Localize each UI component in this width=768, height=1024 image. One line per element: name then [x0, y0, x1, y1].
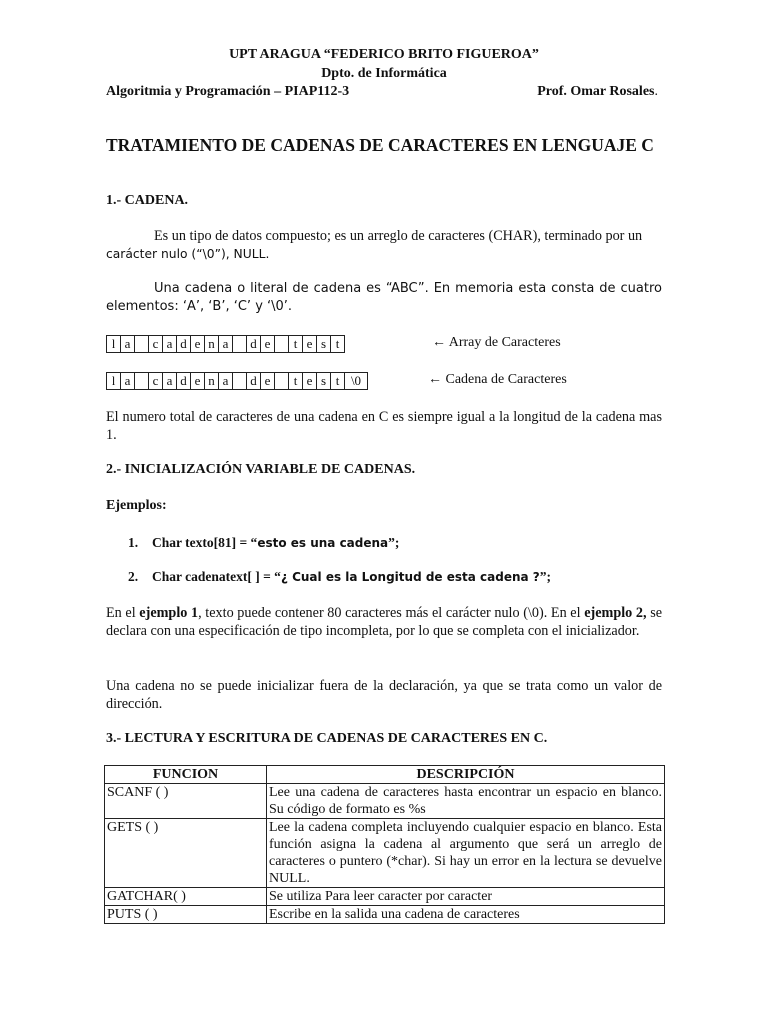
array-cell [275, 336, 289, 353]
function-name: PUTS ( ) [105, 906, 267, 924]
table-row [105, 784, 665, 819]
array-cell [233, 373, 247, 390]
institution-name: UPT ARAGUA “FEDERICO BRITO FIGUEROA” [229, 47, 539, 62]
array-cell: a [219, 336, 233, 353]
course-name: Algoritmia y Programación – PIAP112-3 [106, 84, 350, 99]
array-cell [233, 336, 247, 353]
function-name: SCANF ( ) [105, 784, 267, 819]
array-cell: l [107, 373, 121, 390]
function-description: Lee la cadena completa incluyendo cualquier espacio en blanco. Esta función asigna la cadena al argumento que será un arreglo de caracteres o puntero (*char). Si hay un error en la lectura se devuelve NULL. [267, 819, 665, 888]
section-1-paragraph-2: Una cadena o literal de cadena es “ABC”. En memoria esta consta de cuatro elementos: ‘A’, ‘B’, ‘C’ y ‘\0’. [106, 281, 662, 314]
array-cell: a [163, 336, 177, 353]
array-cell: e [261, 373, 275, 390]
array-cell: s [317, 336, 331, 353]
example-1: 1. Char texto[81] = “esto es una cadena”; [128, 535, 400, 550]
array-cell: d [247, 336, 261, 353]
array-cell: a [219, 373, 233, 390]
example-2: 2. Char cadenatext[ ] = “¿ Cual es la Longitud de esta cadena ?”; [128, 569, 552, 584]
examples-label: Ejemplos: [106, 498, 167, 513]
array-label: ← Array de Caracteres [432, 335, 561, 350]
section-3-heading: 3.- LECTURA Y ESCRITURA DE CADENAS DE CARACTERES EN C. [106, 731, 548, 746]
string-label: ← Cadena de Caracteres [428, 372, 567, 387]
department-name: Dpto. de Informática [321, 66, 447, 81]
section-2-paragraph-2: Una cadena no se puede inicializar fuera de la declaración, ya que se trata como un valor de dirección. [106, 678, 662, 712]
array-cell [135, 336, 149, 353]
array-cell: c [149, 373, 163, 390]
column-header-function: FUNCION [105, 766, 267, 784]
column-header-description: DESCRIPCIÓN [267, 766, 665, 784]
function-name: GETS ( ) [105, 819, 267, 888]
table-row [105, 888, 665, 906]
array-cell: \0 [345, 373, 368, 390]
section-1-paragraph-3: El numero total de caracteres de una cadena en C es siempre igual a la longitud de la cadena mas 1. [106, 409, 662, 443]
array-cell: l [107, 336, 121, 353]
character-array-table [106, 335, 345, 353]
array-cell: c [149, 336, 163, 353]
array-cell: d [177, 373, 191, 390]
course-line: Algoritmia y Programación – PIAP112-3 Prof. Omar Rosales. [106, 84, 658, 99]
array-cell: d [177, 336, 191, 353]
function-name: GATCHAR( ) [105, 888, 267, 906]
left-arrow-icon: ← [432, 335, 446, 350]
character-string-table [106, 372, 368, 390]
array-cell: a [163, 373, 177, 390]
functions-table [104, 765, 665, 924]
array-cell: t [289, 373, 303, 390]
array-cell: a [121, 373, 135, 390]
array-cell: n [205, 373, 219, 390]
table-row [105, 906, 665, 924]
array-cell: e [303, 336, 317, 353]
section-2-paragraph-1: En el ejemplo 1, texto puede contener 80 caracteres más el carácter nulo (\0). En el ejemplo 2, se declara con una especificación de tipo incompleta, por lo que se completa con el inicializador. [106, 605, 663, 639]
section-1-heading: 1.- CADENA. [106, 193, 189, 208]
professor-name: Prof. Omar Rosales [537, 84, 655, 99]
section-1-paragraph-1: Es un tipo de datos compuesto; es un arreglo de caracteres (CHAR), terminado por un carácter nulo (“\0”), NULL. [106, 228, 643, 261]
document-title: TRATAMIENTO DE CADENAS DE CARACTERES EN LENGUAJE C [106, 135, 654, 155]
array-cell: e [261, 336, 275, 353]
array-cell: n [205, 336, 219, 353]
left-arrow-icon: ← [428, 372, 442, 387]
array-cell: e [191, 336, 205, 353]
array-cell: e [303, 373, 317, 390]
array-cell: s [317, 373, 331, 390]
table-row [105, 819, 665, 888]
array-cell: t [289, 336, 303, 353]
array-cell [135, 373, 149, 390]
function-description: Lee una cadena de caracteres hasta encontrar un espacio en blanco. Su código de formato es %s [267, 784, 665, 819]
array-cell: d [247, 373, 261, 390]
array-cell [275, 373, 289, 390]
array-cell: e [191, 373, 205, 390]
section-2-heading: 2.- INICIALIZACIÓN VARIABLE DE CADENAS. [106, 462, 416, 477]
array-cell: a [121, 336, 135, 353]
array-cell: t [331, 336, 345, 353]
function-description: Escribe en la salida una cadena de caracteres [267, 906, 665, 924]
function-description: Se utiliza Para leer caracter por caracter [267, 888, 665, 906]
array-cell: t [331, 373, 345, 390]
